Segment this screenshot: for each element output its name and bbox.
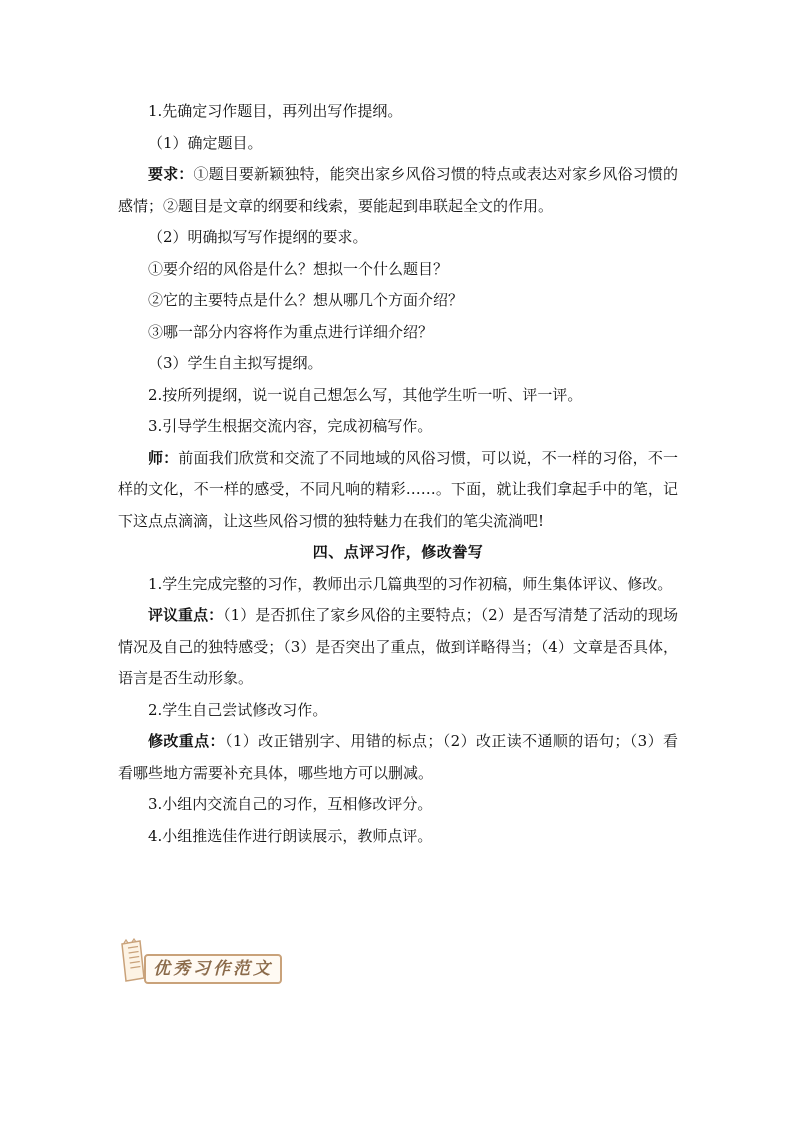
revise-focus-label: 修改重点： bbox=[148, 732, 225, 750]
revise-focus-text: （1）改正错别字、用错的标点；（2）改正读不通顺的语句；（3）看看哪些地方需要补充具体，哪些地方可以删减。 bbox=[118, 732, 678, 782]
question-2: ②它的主要特点是什么？想从哪几个方面介绍？ bbox=[148, 291, 464, 309]
review-step-3: 3.小组内交流自己的习作，互相修改评分。 bbox=[148, 795, 433, 813]
logo-label-box bbox=[144, 954, 282, 984]
review-step-4: 4.小组推选佳作进行朗读展示，教师点评。 bbox=[148, 826, 433, 845]
teacher-label: 师： bbox=[148, 448, 179, 467]
requirement-text: ①题目要新颖独特，能突出家乡风俗习惯的特点或表达对家乡风俗习惯的感情；②题目是文章的纲要和线索，要能起到串联起全文的作用。 bbox=[118, 165, 678, 215]
section-heading: 四、点评习作，修改誊写 bbox=[312, 543, 484, 561]
step-1-sub-3: （3）学生自主拟写提纲。 bbox=[148, 354, 323, 372]
review-step-1: 1.学生完成完整的习作，教师出示几篇典型的习作初稿，师生集体评议、修改。 bbox=[148, 574, 673, 593]
review-focus-label: 评议重点： bbox=[148, 606, 224, 624]
question-1: ①要介绍的风俗是什么？想拟一个什么题目？ bbox=[148, 259, 449, 278]
lesson-content bbox=[118, 96, 678, 852]
step-1: 1.先确定习作题目，再列出写作提纲。 bbox=[148, 102, 403, 120]
revise-focus-paragraph bbox=[118, 726, 678, 789]
step-3: 3.引导学生根据交流内容，完成初稿写作。 bbox=[148, 417, 433, 435]
question-3: ③哪一部分内容将作为重点进行详细介绍？ bbox=[148, 322, 434, 341]
step-1-sub-2: （2）明确拟写写作提纲的要求。 bbox=[148, 228, 368, 246]
requirement-label: 要求： bbox=[148, 165, 194, 183]
model-essay-logo bbox=[118, 938, 286, 996]
requirement-paragraph bbox=[118, 159, 678, 222]
review-focus-paragraph bbox=[118, 600, 678, 695]
review-focus-text: （1）是否抓住了家乡风俗的主要特点；（2）是否写清楚了活动的现场情况及自己的独特感受；（3）是否突出了重点，做到详略得当；（4）文章是否具体，语言是否生动形象。 bbox=[118, 606, 678, 687]
step-1-sub-1: （1）确定题目。 bbox=[148, 133, 263, 152]
teacher-paragraph bbox=[118, 443, 678, 538]
logo-text: 优秀习作范文 bbox=[153, 959, 273, 979]
step-2: 2.按所列提纲，说一说自己想怎么写，其他学生听一听、评一评。 bbox=[148, 385, 583, 404]
teacher-text: 前面我们欣赏和交流了不同地域的风俗习惯，可以说，不一样的习俗，不一样的文化，不一样的感受，不同凡响的精彩……。下面，就让我们拿起手中的笔，记下这点点滴滴，让这些风俗习惯的独特魅力在我们的笔尖流淌吧! bbox=[118, 448, 678, 530]
review-step-2: 2.学生自己尝试修改习作。 bbox=[148, 700, 328, 719]
